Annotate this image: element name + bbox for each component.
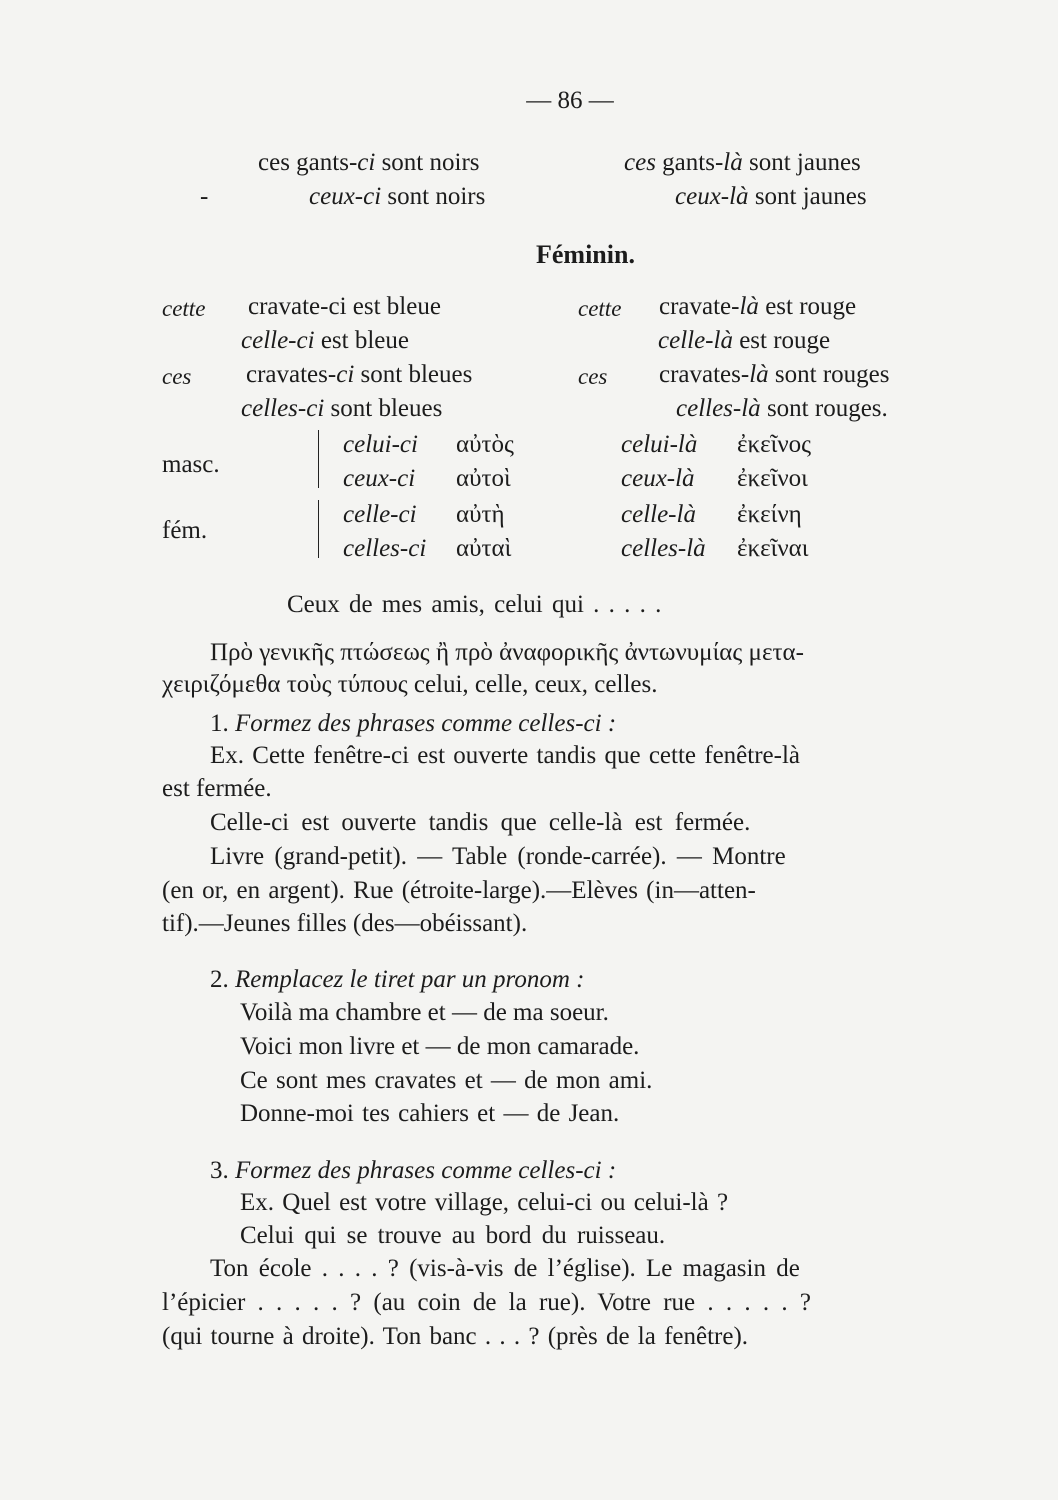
ex2-number: 2. — [210, 966, 229, 993]
fem-row-3-left — [246, 362, 472, 387]
fem-label: fém. — [162, 517, 208, 544]
greek-table-gr2-row1: ἐκεῖνος — [737, 431, 812, 458]
ex1-line-6: tif).—Jeunes filles (des—obéissant). — [162, 910, 528, 937]
masc-demo-right-2 — [675, 184, 867, 209]
ex2-line-4: Donne-moi tes cahiers et — de Jean. — [240, 1100, 620, 1127]
ex3-title: Formez des phrases comme celles-ci : — [235, 1157, 617, 1184]
text: sont jaunes — [748, 183, 867, 210]
greek-table-fr2-row3: celle-là — [621, 501, 696, 528]
text-italic: là — [723, 149, 743, 176]
greek-table-fr1-row3: celle-ci — [343, 501, 417, 528]
greek-table-fr2-row1: celui-là — [621, 431, 698, 458]
fem-brace — [318, 500, 319, 558]
ex3-line-1: Ex. Quel est votre village, celui-ci ou celui-là ? — [240, 1189, 729, 1216]
text: sont bleues — [354, 361, 473, 388]
text: ces gants- — [258, 149, 358, 176]
ex3-line-3: Ton école . . . . ? (vis-à-vis de l’église). Le magasin de — [210, 1255, 800, 1282]
ceux-example-line: Ceux de mes amis, celui qui . . . . . — [287, 591, 662, 618]
text-italic: celles-ci — [241, 395, 325, 422]
ex1-title: Formez des phrases comme celles-ci : — [235, 710, 617, 737]
text: sont noirs — [381, 183, 486, 210]
ex3-heading — [210, 1158, 616, 1183]
ex2-line-3: Ce sont mes cravates et — de mon ami. — [240, 1067, 653, 1094]
masc-label: masc. — [162, 451, 220, 478]
masc-demo-left-2 — [309, 184, 485, 209]
text-italic: là — [739, 293, 759, 320]
text-italic: celles-là — [676, 395, 761, 422]
ex3-number: 3. — [210, 1157, 229, 1184]
fem-row-1-rprefix: cette — [578, 296, 622, 321]
masc-demo-left-1 — [258, 150, 480, 175]
greek-table-fr1-row1: celui-ci — [343, 431, 418, 458]
fem-row-1-prefix: cette — [162, 296, 206, 321]
stray-dash: - — [200, 183, 209, 210]
greek-table-gr1-row2: αὐτοὶ — [456, 465, 511, 492]
ex3-line-5: (qui tourne à droite). Ton banc . . . ? (près de la fenêtre). — [162, 1323, 749, 1350]
greek-table-fr2-row4: celles-là — [621, 535, 706, 562]
greek-table-gr2-row4: ἐκεῖναι — [737, 535, 809, 562]
fem-row-1-right — [659, 294, 856, 319]
text-italic: celle-ci — [241, 327, 315, 354]
text: sont rouges. — [760, 395, 888, 422]
ex2-line-1: Voilà ma chambre et — de ma soeur. — [240, 999, 609, 1026]
fem-row-1-left: cravate-ci est bleue — [248, 293, 441, 320]
text: est rouge — [732, 327, 831, 354]
ex1-line-3: Celle-ci est ouverte tandis que celle-là est fermée. — [210, 809, 751, 836]
fem-row-3-right — [659, 362, 890, 387]
text: gants- — [655, 149, 724, 176]
fem-row-3-prefix: ces — [162, 364, 192, 389]
text-italic: ceux-ci — [309, 183, 382, 210]
greek-table-gr1-row3: αὐτὴ — [456, 501, 505, 528]
ex1-line-1: Ex. Cette fenêtre-ci est ouverte tandis que cette fenêtre-là — [210, 742, 801, 769]
ex3-line-4: l’épicier . . . . . ? (au coin de la rue). Votre rue . . . . . ? — [162, 1289, 811, 1316]
text: sont noirs — [375, 149, 480, 176]
text-italic: ces — [624, 149, 656, 176]
greek-table-gr2-row2: ἐκεῖνοι — [737, 465, 808, 492]
ex2-title: Remplacez le tiret par un pronom : — [235, 966, 585, 993]
ex1-line-5: (en or, en argent). Rue (étroite-large).—Elèves (in—atten- — [162, 877, 756, 904]
ex1-line-2: est fermée. — [162, 775, 272, 802]
greek-table-fr1-row4: celles-ci — [343, 535, 427, 562]
greek-para-line-1: Πρὸ γενικῆς πτώσεως ἢ πρὸ ἀναφορικῆς ἀντωνυμίας μετα- — [210, 639, 804, 666]
greek-para-line-2: χειριζόμεθα τοὺς τύπους celui, celle, ceux, celles. — [162, 671, 658, 698]
ex1-number: 1. — [210, 710, 229, 737]
greek-table-gr1-row4: αὐταὶ — [456, 535, 512, 562]
text-italic: ci — [357, 149, 376, 176]
text: cravates- — [659, 361, 750, 388]
fem-row-4-left — [241, 396, 442, 421]
ex3-line-2: Celui qui se trouve au bord du ruisseau. — [240, 1222, 666, 1249]
greek-table-fr2-row2: ceux-là — [621, 465, 695, 492]
text-italic: ci — [336, 361, 355, 388]
greek-table-fr1-row2: ceux-ci — [343, 465, 416, 492]
fem-row-3-rprefix: ces — [578, 364, 608, 389]
ex1-line-4: Livre (grand-petit). — Table (ronde-carrée). — Montre — [210, 843, 786, 870]
text-italic: ceux-là — [675, 183, 749, 210]
text: sont rouges — [768, 361, 890, 388]
fem-row-2-left — [241, 328, 409, 353]
text: cravate- — [659, 293, 740, 320]
masc-brace — [318, 430, 319, 488]
fem-row-4-right — [676, 396, 888, 421]
text: est rouge — [758, 293, 857, 320]
masc-demo-right-1 — [624, 150, 861, 175]
ex2-heading — [210, 967, 584, 992]
greek-table-gr2-row3: ἐκείνη — [737, 501, 802, 528]
text-italic: là — [749, 361, 769, 388]
text-italic: celle-là — [658, 327, 733, 354]
fem-row-2-right — [658, 328, 830, 353]
greek-table-gr1-row1: αὐτὸς — [456, 431, 514, 458]
ex1-heading — [210, 711, 616, 736]
page-number: — 86 — — [526, 87, 614, 114]
text: cravates- — [246, 361, 337, 388]
ex2-line-2: Voici mon livre et — de mon camarade. — [240, 1033, 640, 1060]
text: est bleue — [314, 327, 409, 354]
text: sont jaunes — [742, 149, 861, 176]
feminin-heading: Féminin. — [536, 240, 635, 269]
text: sont bleues — [324, 395, 443, 422]
